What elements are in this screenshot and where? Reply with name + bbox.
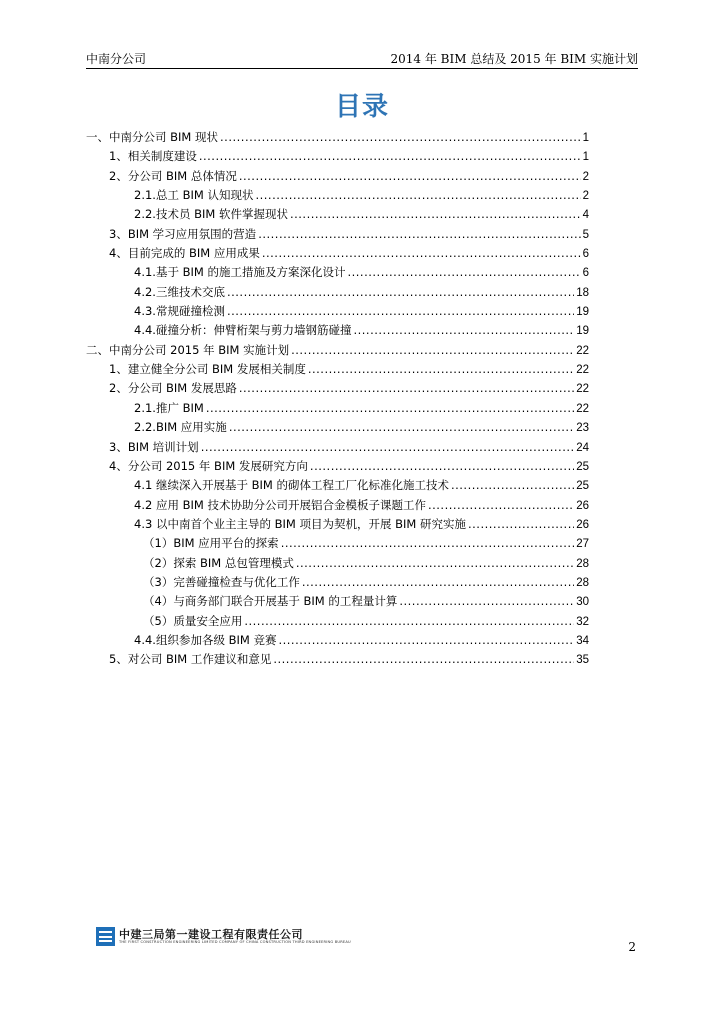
toc-entry[interactable]: [86, 379, 589, 398]
toc-entry-text: 4、分公司 2015 年 BIM 发展研究方向: [109, 458, 308, 473]
toc-entry[interactable]: [86, 341, 589, 360]
toc-entry-page: 35: [576, 654, 589, 667]
table-of-contents: [86, 128, 589, 670]
toc-entry-page: 32: [576, 615, 589, 628]
toc-entry-text: 3、BIM 培训计划: [109, 439, 199, 454]
toc-entry-text: 2、分公司 BIM 总体情况: [109, 168, 237, 183]
toc-entry-text: （3）完善碰撞检查与优化工作: [143, 574, 300, 589]
toc-entry-text: 2.1.推广 BIM: [134, 400, 204, 415]
toc-dot-leader: [281, 534, 575, 553]
toc-entry-text: （2）探索 BIM 总包管理模式: [143, 555, 294, 570]
toc-dot-leader: [302, 573, 574, 592]
toc-entry-text: 1、相关制度建设: [109, 149, 197, 164]
toc-dot-leader: [220, 128, 581, 147]
toc-entry[interactable]: [86, 283, 589, 302]
toc-dot-leader: [468, 515, 574, 534]
toc-dot-leader: [273, 650, 574, 669]
toc-entry[interactable]: [86, 631, 589, 650]
toc-entry-text: （1）BIM 应用平台的探索: [143, 536, 279, 551]
toc-entry[interactable]: [86, 205, 589, 224]
toc-entry-text: 4.2 应用 BIM 技术协助分公司开展铝合金模板子课题工作: [134, 497, 426, 512]
toc-dot-leader: [199, 147, 581, 166]
toc-entry[interactable]: [86, 650, 589, 669]
toc-entry[interactable]: [86, 360, 589, 379]
toc-entry-text: 4.3 以中南首个业主主导的 BIM 项目为契机，开展 BIM 研究实施: [134, 516, 466, 531]
toc-entry-page: 23: [576, 422, 589, 435]
toc-entry-page: 22: [576, 383, 589, 396]
toc-dot-leader: [227, 302, 574, 321]
toc-entry-text: 2.1.总工 BIM 认知现状: [134, 188, 254, 203]
toc-entry-page: 4: [582, 209, 589, 222]
toc-entry[interactable]: [86, 592, 589, 611]
toc-entry[interactable]: [86, 167, 589, 186]
toc-entry[interactable]: [86, 418, 589, 437]
toc-entry[interactable]: [86, 263, 589, 282]
toc-dot-leader: [255, 186, 580, 205]
toc-entry-page: 2: [582, 190, 589, 203]
company-name-english: THE FIRST CONSTRUCTION ENGINEERING LIMITED COMPANY OF CHINA CONSTRUCTION THIRD ENGINEERING BUREAU: [119, 940, 351, 944]
toc-entry-text: 2.2.技术员 BIM 软件掌握现状: [134, 207, 288, 222]
toc-dot-leader: [227, 283, 574, 302]
toc-dot-leader: [229, 418, 574, 437]
toc-dot-leader: [451, 476, 574, 495]
toc-entry-page: 28: [576, 557, 589, 570]
toc-dot-leader: [308, 360, 574, 379]
header-left-text: 中南分公司: [86, 52, 147, 66]
toc-entry-text: 4.1 继续深入开展基于 BIM 的砌体工程工厂化标准化施工技术: [134, 478, 449, 493]
toc-entry[interactable]: [86, 476, 589, 495]
toc-entry-text: 4.1.基于 BIM 的施工措施及方案深化设计: [134, 265, 346, 280]
toc-entry[interactable]: [86, 225, 589, 244]
toc-entry-text: 4.4.碰撞分析：伸臂桁架与剪力墙钢筋碰撞: [134, 323, 352, 338]
toc-entry-text: 1、建立健全分公司 BIM 发展相关制度: [109, 362, 306, 377]
toc-entry-page: 24: [576, 441, 589, 454]
toc-entry-page: 6: [582, 248, 589, 261]
toc-dot-leader: [239, 167, 581, 186]
toc-entry-text: 4.2.三维技术交底: [134, 284, 225, 299]
toc-entry-page: 26: [576, 518, 589, 531]
toc-entry[interactable]: [86, 244, 589, 263]
toc-dot-leader: [347, 263, 580, 282]
toc-dot-leader: [296, 554, 574, 573]
toc-entry-text: 5、对公司 BIM 工作建议和意见: [109, 652, 272, 667]
toc-entry-page: 22: [576, 402, 589, 415]
toc-entry-text: 2.2.BIM 应用实施: [134, 420, 227, 435]
toc-entry-page: 5: [582, 228, 589, 241]
toc-entry-page: 22: [576, 364, 589, 377]
toc-entry-page: 28: [576, 576, 589, 589]
header-right-text: 2014 年 BIM 总结及 2015 年 BIM 实施计划: [390, 52, 638, 66]
toc-entry-text: 4.4.组织参加各级 BIM 竞赛: [134, 632, 277, 647]
toc-entry[interactable]: [86, 573, 589, 592]
toc-entry-page: 6: [582, 267, 589, 280]
toc-entry[interactable]: [86, 128, 589, 147]
toc-entry[interactable]: [86, 457, 589, 476]
toc-dot-leader: [262, 244, 581, 263]
toc-entry[interactable]: [86, 554, 589, 573]
toc-entry-page: 26: [576, 499, 589, 512]
toc-dot-leader: [278, 631, 574, 650]
toc-entry-page: 1: [582, 151, 589, 164]
toc-dot-leader: [258, 225, 580, 244]
toc-entry-text: 一、中南分公司 BIM 现状: [86, 130, 219, 144]
toc-entry-page: 2: [582, 170, 589, 183]
toc-title: 目录: [334, 92, 389, 122]
toc-entry-text: 2、分公司 BIM 发展思路: [109, 381, 237, 396]
toc-dot-leader: [201, 438, 575, 457]
toc-entry-page: 19: [576, 306, 589, 319]
toc-dot-leader: [310, 457, 574, 476]
toc-entry-page: 27: [576, 538, 589, 551]
toc-entry-page: 30: [576, 596, 589, 609]
toc-entry[interactable]: [86, 399, 589, 418]
toc-entry[interactable]: [86, 302, 589, 321]
toc-entry-text: 二、中南分公司 2015 年 BIM 实施计划: [86, 342, 290, 357]
toc-entry[interactable]: [86, 534, 589, 553]
toc-entry[interactable]: [86, 612, 589, 631]
toc-entry-page: 25: [576, 480, 589, 493]
toc-dot-leader: [244, 612, 574, 631]
toc-entry-text: 4、目前完成的 BIM 应用成果: [109, 246, 260, 261]
toc-entry-text: 4.3.常规碰撞检测: [134, 304, 225, 319]
toc-entry[interactable]: [86, 321, 589, 340]
toc-dot-leader: [206, 399, 574, 418]
toc-entry[interactable]: [86, 496, 589, 515]
toc-entry[interactable]: [86, 438, 589, 457]
page-number: 2: [628, 940, 636, 954]
toc-entry[interactable]: [86, 515, 589, 534]
toc-entry-text: （4）与商务部门联合开展基于 BIM 的工程量计算: [143, 594, 398, 609]
page-header: [86, 50, 638, 69]
toc-entry-page: 25: [576, 460, 589, 473]
toc-entry-page: 22: [576, 344, 589, 357]
toc-entry-page: 19: [576, 325, 589, 338]
cscec-logo-icon: [96, 927, 115, 946]
toc-dot-leader: [428, 496, 574, 515]
toc-entry-page: 18: [576, 286, 589, 299]
toc-entry[interactable]: [86, 147, 589, 166]
toc-entry-page: 1: [582, 132, 589, 144]
toc-entry-text: （5）质量安全应用: [143, 613, 243, 628]
toc-entry-page: 34: [576, 634, 589, 647]
toc-dot-leader: [399, 592, 574, 611]
company-name: 中建三局第一建设工程有限责任公司: [119, 928, 303, 941]
toc-entry[interactable]: [86, 186, 589, 205]
toc-dot-leader: [353, 321, 574, 340]
toc-dot-leader: [290, 205, 581, 224]
toc-dot-leader: [291, 341, 574, 360]
toc-entry-text: 3、BIM 学习应用氛围的营造: [109, 226, 257, 241]
toc-dot-leader: [239, 379, 574, 398]
company-logo: [96, 925, 351, 949]
